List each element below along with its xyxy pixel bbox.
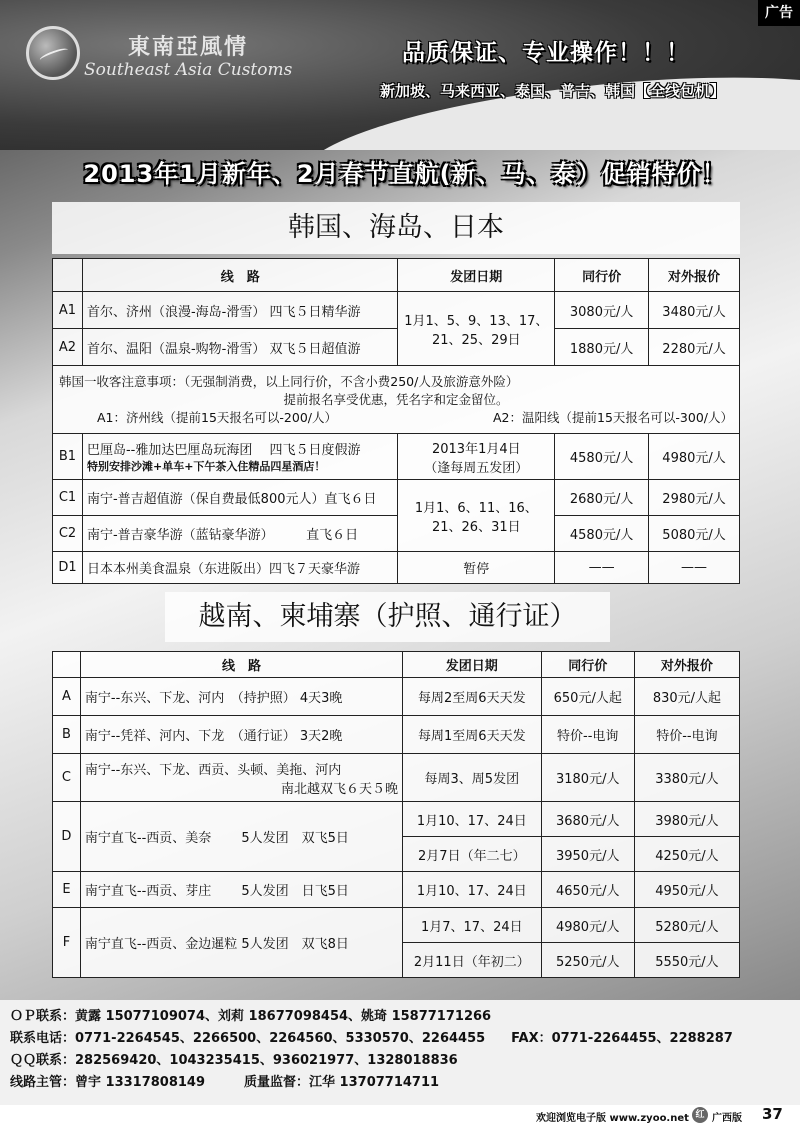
ad-tag: 广告: [758, 0, 800, 26]
table-row: [53, 716, 740, 754]
route-name: 首尔、济州（浪漫-海岛-滑雪） 四飞５日精华游: [82, 292, 397, 329]
header-date: 发团日期: [403, 652, 542, 678]
header-decoration: [295, 54, 800, 150]
op-contacts: ＯＰ联系：黄露 15077109074、刘莉 18677098454、姚琦 15877171266: [10, 1009, 492, 1024]
table-row: [53, 329, 740, 366]
route-name: 南宁-普吉豪华游（蓝钻豪华游） 直飞６日: [82, 516, 397, 552]
trade-price: 2680元/人: [555, 480, 649, 516]
route-name: 南宁直飞--西贡、芽庄 5人发团 日飞5日: [80, 872, 402, 908]
destinations-line: 新加坡、马来西亚、泰国、普吉、韩国【全线包机】: [380, 82, 726, 100]
header-trade-price: 同行价: [541, 652, 634, 678]
route-code: A1: [53, 292, 83, 329]
retail-price: 5550元/人: [634, 943, 739, 978]
departure-date: 1月7、17、24日: [403, 908, 542, 943]
retail-price: ——: [649, 552, 740, 584]
departure-date: 1月1、5、9、13、17、21、25、29日: [398, 292, 555, 366]
trade-price: 3180元/人: [541, 754, 634, 802]
route-name: 南宁直飞--西贡、金边暹粒 5人发团 双飞8日: [80, 908, 402, 978]
page-number: 37: [762, 1105, 783, 1123]
retail-price: 830元/人起: [634, 678, 739, 716]
retail-price: 5280元/人: [634, 908, 739, 943]
table-header-row: [53, 259, 740, 292]
retail-price: 3380元/人: [634, 754, 739, 802]
page-bottom-bar: [0, 1105, 800, 1127]
trade-price: 1880元/人: [555, 329, 649, 366]
trade-price: 4650元/人: [541, 872, 634, 908]
promo-title: 2013年1月新年、2月春节直航(新、马、泰）促销特价！: [83, 160, 727, 188]
notes-line-1: 韩国一收客注意事项：（无强制消费，以上同行价，不含小费250/人及旅游意外险）: [59, 373, 519, 389]
table-row: [53, 872, 740, 908]
departure-date: 每周1至周6天天发: [403, 716, 542, 754]
retail-price: 特价--电询: [634, 716, 739, 754]
publisher-badge-icon: 红: [692, 1107, 708, 1123]
departure-date: 1月10、17、24日: [403, 872, 542, 908]
route-name: 南宁直飞--西贡、美奈 5人发团 双飞5日: [80, 802, 402, 872]
notes-a1-discount: A1：济州线（提前15天报名可以-200/人）: [97, 409, 337, 425]
departure-date: 每周2至周6天天发: [403, 678, 542, 716]
header-trade-price: 同行价: [555, 259, 649, 292]
phone-contacts: 联系电话：0771-2264545、2266500、2264560、5330570、2264455 FAX：0771-2264455、2288287: [10, 1031, 733, 1046]
notes-line-2: 提前报名享受优惠，凭名字和定金留位。: [283, 391, 509, 407]
edition-label: 广西版: [712, 1113, 742, 1124]
trade-price: 5250元/人: [541, 943, 634, 978]
trade-price: 4980元/人: [541, 908, 634, 943]
route-name: 首尔、温阳（温泉-购物-滑雪） 双飞５日超值游: [82, 329, 397, 366]
departure-date: 每周3、周5发团: [403, 754, 542, 802]
route-code: B1: [53, 434, 83, 480]
globe-logo-icon: [26, 26, 80, 80]
departure-date: 2月7日（年二七）: [403, 837, 542, 872]
trade-price: 3080元/人: [555, 292, 649, 329]
route-code: A2: [53, 329, 83, 366]
section2-title: 越南、柬埔寨（护照、通行证）: [165, 592, 610, 642]
table-row: [53, 802, 740, 837]
route-note: 特别安排沙滩+单车+下午茶入住精品四星酒店！: [86, 460, 326, 473]
table-row: [53, 434, 740, 480]
header-retail-price: 对外报价: [634, 652, 739, 678]
departure-date: 暂停: [398, 552, 555, 584]
route-code: D: [53, 802, 81, 872]
retail-price: 3980元/人: [634, 802, 739, 837]
departure-date: 2013年1月4日 （逢每周五发团）: [398, 434, 555, 480]
table-row: [53, 516, 740, 552]
table-row: [53, 908, 740, 943]
header-date: 发团日期: [398, 259, 555, 292]
retail-price: 4250元/人: [634, 837, 739, 872]
departure-date: 2月11日（年初二）: [403, 943, 542, 978]
table-row: [53, 754, 740, 802]
table-row: [53, 678, 740, 716]
route-name: 巴厘岛--雅加达巴厘岛玩海团 四飞５日度假游 特别安排沙滩+单车+下午茶入住精品四星酒店！: [82, 434, 397, 480]
table-row: [53, 552, 740, 584]
retail-price: 2980元/人: [649, 480, 740, 516]
trade-price: 4580元/人: [555, 516, 649, 552]
notes-row: [53, 366, 740, 434]
table-row: [53, 480, 740, 516]
departure-date: 1月1、6、11、16、21、26、31日: [398, 480, 555, 552]
retail-price: 4950元/人: [634, 872, 739, 908]
trade-price: 3680元/人: [541, 802, 634, 837]
route-code: D1: [53, 552, 83, 584]
route-code: C: [53, 754, 81, 802]
header-route: 线 路: [82, 259, 397, 292]
table-header-row: [53, 652, 740, 678]
slogan: 品质保证、专业操作！！！: [402, 40, 690, 66]
header-retail-price: 对外报价: [649, 259, 740, 292]
trade-price: 650元/人起: [541, 678, 634, 716]
header-banner: [0, 0, 800, 150]
route-name: 南宁--东兴、下龙、西贡、头顿、美拖、河内 南北越双飞６天５晚: [80, 754, 402, 802]
route-name: 南宁--凭祥、河内、下龙 （通行证） 3天2晚: [80, 716, 402, 754]
route-name: 南宁--东兴、下龙、河内 （持护照） 4天3晚: [80, 678, 402, 716]
manager-contacts: 线路主管：曾宇 13317808149 质量监督：江华 13707714711: [10, 1075, 440, 1090]
retail-price: 4980元/人: [649, 434, 740, 480]
logo-english-name: Southeast Asia Customs: [84, 60, 293, 80]
route-code: B: [53, 716, 81, 754]
departure-date: 1月10、17、24日: [403, 802, 542, 837]
trade-price: ——: [555, 552, 649, 584]
route-code: F: [53, 908, 81, 978]
section2-table: [52, 651, 740, 978]
website-link[interactable]: 欢迎浏览电子版 www.zyoo.net: [536, 1113, 689, 1124]
section1-title: 韩国、海岛、日本: [52, 202, 740, 254]
header-route: 线 路: [80, 652, 402, 678]
korea-notes: [53, 366, 740, 434]
retail-price: 2280元/人: [649, 329, 740, 366]
notes-a2-discount: A2：温阳线（提前15天报名可以-300/人）: [493, 409, 733, 425]
trade-price: 3950元/人: [541, 837, 634, 872]
logo-chinese-name: 東南亞風情: [128, 34, 249, 60]
retail-price: 5080元/人: [649, 516, 740, 552]
qq-contacts: ＱＱ联系：282569420、1043235415、936021977、1328018836: [10, 1053, 458, 1068]
table-row: [53, 292, 740, 329]
route-code: A: [53, 678, 81, 716]
trade-price: 特价--电询: [541, 716, 634, 754]
section1-table: [52, 258, 740, 584]
route-name: 南宁-普吉超值游（保自费最低800元人）直飞６日: [82, 480, 397, 516]
route-code: C2: [53, 516, 83, 552]
trade-price: 4580元/人: [555, 434, 649, 480]
contact-footer: [0, 1000, 800, 1106]
route-code: E: [53, 872, 81, 908]
route-code: C1: [53, 480, 83, 516]
route-name: 日本本州美食温泉（东进阪出）四飞７天豪华游: [82, 552, 397, 584]
retail-price: 3480元/人: [649, 292, 740, 329]
